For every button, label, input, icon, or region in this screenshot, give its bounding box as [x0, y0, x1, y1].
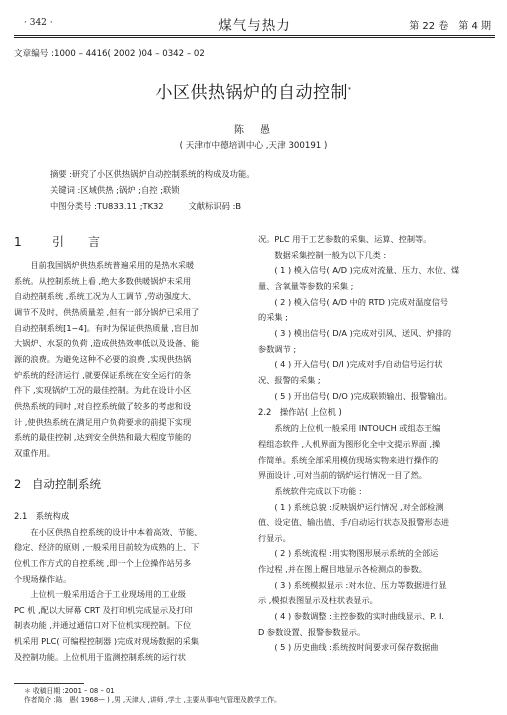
- text-line: ( 5 ) 历史曲线 :系统按时间要求可保存数据曲: [274, 642, 439, 653]
- text-line: 系统软件完成以下功能 :: [274, 485, 362, 496]
- abstract-summary: 摘要 :研究了小区供热锅炉自动控制系统的构成及功能。: [50, 169, 255, 179]
- section-1-number: 1: [14, 235, 22, 249]
- text-line: 自动控制系统[1~4]。有时为保证供热质量 ,盲目加: [14, 322, 199, 333]
- page-number: · 342 ·: [24, 18, 53, 28]
- left-column: [14, 232, 244, 665]
- text-line: 自动控制系统 ,系统工况为人工调节 ,劳动强度大、: [14, 291, 197, 302]
- right-column: [258, 232, 494, 656]
- text-line: 制表功能 ,并通过通信口对下位机实现控制。下位: [14, 620, 192, 631]
- text-line: 系统的最佳控制 ,达到安全供热和最大程度节能的: [14, 432, 192, 443]
- text-line: 稳定、经济的原则 ,一般采用目前较为成熟的上、下: [14, 542, 200, 553]
- text-line: 双重作用。: [14, 447, 55, 458]
- data-acquisition-list: [258, 232, 494, 404]
- text-line: 作简单。系统全部采用模仿现场实物来进行操作的: [258, 454, 439, 465]
- keywords: 关键词 :区域供热 ;锅炉 ;自控 ;联锁: [50, 185, 180, 195]
- volume-issue: 第 22 卷 第 4 期: [409, 21, 491, 32]
- text-line: 源的浪费。为避免这种不必要的浪费 ,实现供热锅: [14, 353, 192, 364]
- text-line: 参数调节 ;: [258, 343, 297, 354]
- text-line: 大锅炉、水泵的负荷 ,造成供热效率低以及设备、能: [14, 338, 200, 349]
- text-line: ( 3 ) 模出信号( D/A )完成对引风、送风、炉排的: [274, 327, 452, 338]
- text-line: 量、含氧量等参数的采集 ;: [258, 280, 354, 291]
- text-line: 值、设定值、输出值、手/自动运行状态及报警形态进: [258, 517, 450, 528]
- text-line: 目前我国锅炉供热系统普遍采用的是热水采暖: [30, 260, 195, 270]
- footnote-rule: [14, 683, 84, 684]
- text-line: 数据采集控制一般为以下几类 :: [274, 249, 387, 260]
- text-line: PC 机 ,配以大屏幕 CRT 及打印机完成显示及打印: [14, 604, 193, 615]
- text-line: 的采集 ;: [258, 312, 288, 323]
- article-title-text: 小区供热锅炉的自动控制: [155, 83, 348, 103]
- text-line: ( 2 ) 系统流程 :用实物图形展示系统的全部运: [274, 548, 439, 559]
- heading-gap: [14, 498, 244, 508]
- text-line: 示 ,模拟表图显示及柱状表显示。: [258, 595, 378, 606]
- text-line: 供热系统的同时 ,对自控系统做了较多的考虑和设: [14, 400, 192, 411]
- text-line: 机采用 PLC( 可编程控制器 )完成对现场数据的采集: [14, 636, 199, 647]
- abstract-block: [50, 166, 470, 214]
- upper-computer-paragraph: [14, 587, 244, 665]
- system-composition-paragraph: [14, 525, 244, 588]
- text-line: 系统的上位机一般采用 INTOUCH 或组态王编: [274, 423, 441, 434]
- text-line: 计 ,使供热系统在满足用户负荷要求的前提下实现: [14, 416, 192, 427]
- text-line: 调节不及时、供热质量差 ,但有一部分锅炉已采用了: [14, 306, 200, 317]
- text-line: ( 5 ) 开出信号( D/O )完成联锁输出、报警输出。: [274, 390, 452, 401]
- text-line: 炉系统的经济运行 ,就要保证系统在安全运行的条: [14, 369, 192, 380]
- section-2-title: 自动控制系统: [32, 476, 101, 491]
- text-line: 行显示。: [258, 532, 291, 543]
- text-line: 上位机一般采用适合于工业现场用的工业级: [30, 589, 186, 600]
- section-2-heading: [14, 474, 244, 498]
- text-line: 件下 ,实现锅炉工况的最佳控制。为此在设计小区: [14, 385, 192, 396]
- text-line: 界面设计 ,可对当前的锅炉运行情况一目了然。: [258, 470, 427, 481]
- section-2-1-heading: 2.1 系统构成: [14, 510, 70, 521]
- text-line: 系统。从控制系统上看 ,绝大多数供暖锅炉未采用: [14, 275, 192, 286]
- text-line: 及控制功能。上位机用于监测控制系统的运行状: [14, 651, 186, 662]
- footnote: [24, 687, 281, 705]
- text-line: 个现场操作站。: [14, 573, 72, 584]
- classification-codes: 中图分类号 :TU833.11 ;TK32 文献标识码 :B: [50, 201, 242, 211]
- journal-title: 煤气与热力: [218, 18, 291, 34]
- text-line: ( 1 ) 模入信号( A/D )完成对流量、压力、水位、煤: [274, 265, 460, 276]
- section-1-title: 引 言: [52, 235, 101, 249]
- title-footnote-mark: *: [348, 86, 352, 94]
- text-line: D 参数设置、报警参数显示。: [258, 626, 366, 637]
- text-line: ( 1 ) 系统总貌 :反映锅炉运行情况 ,对全部检测: [274, 501, 444, 512]
- text-line: ( 4 ) 开入信号( D/I )完成对手/自动信号运行状: [274, 359, 443, 370]
- author-bio: 作者简介 :陈 愚( 1968— ) ,男 ,天津人 ,讲师 ,学士 ,主要从事电气管理及教学工作。: [24, 696, 281, 704]
- text-line: 位机工作方式的自控系统 ,即一个上位操作站另多: [14, 557, 192, 568]
- text-line: 况、报警的采集 ;: [258, 374, 321, 385]
- author-affiliation: ( 天津市中德培训中心 ,天津 300191 ): [179, 141, 328, 151]
- section-2-2-heading: 2.2 操作站( 上位机 ): [258, 407, 342, 418]
- intro-paragraph: [14, 258, 244, 462]
- text-line: ( 4 ) 参数调整 :主控参数的实时曲线显示、P. I.: [274, 611, 445, 622]
- header-rule: [14, 35, 495, 36]
- text-line: 在小区供热自控系统的设计中本着高效、节能、: [30, 526, 203, 537]
- text-line: 况。PLC 用于工艺参数的采集、运算、控制等。: [258, 234, 432, 244]
- article-number: 文章编号 :1000 – 4416( 2002 )04 – 0342 – 02: [14, 49, 205, 59]
- section-2-number: 2: [14, 476, 22, 491]
- received-date: ＊ 收稿日期 :2001 – 08 – 01: [24, 687, 115, 695]
- text-line: 作过程 ,并在图上醒目地显示各检测点的参数。: [258, 564, 427, 575]
- text-line: ( 2 ) 模入信号( A/D 中的 RTD )完成对温度信号: [274, 296, 449, 307]
- text-line: 程组态软件 ,人机界面为图形化全中文提示界面 ,操: [258, 438, 441, 449]
- author-name: 陈 愚: [234, 125, 273, 136]
- running-header: [14, 12, 495, 34]
- operator-station-text: [258, 421, 494, 656]
- article-title: [0, 78, 507, 103]
- header-rule-thin: [14, 37, 495, 38]
- section-1-heading: [14, 232, 244, 258]
- text-line: ( 3 ) 系统模拟显示 :对水位、压力等数据进行显: [274, 579, 447, 590]
